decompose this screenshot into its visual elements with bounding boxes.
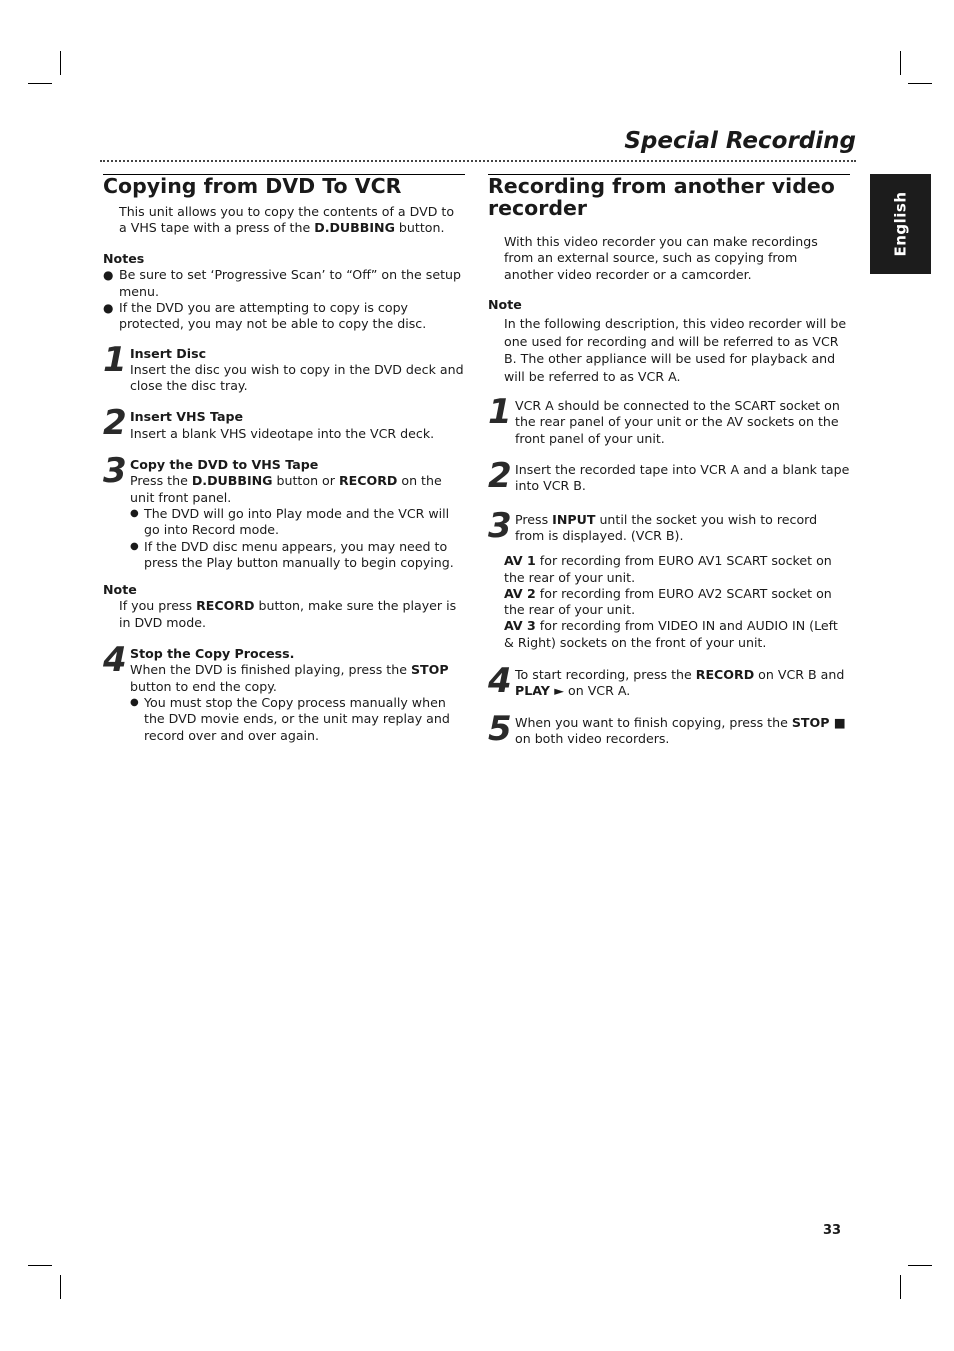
note-heading: Note [103,582,137,598]
bold-text: STOP [410,662,449,678]
note-text: In the following description, this video recorder will be one used for recording and will be referred to as VCR B. The other appliance will be used for playback and will be referred to as VCR A. [504,316,847,384]
header-dotted-rule [100,160,856,162]
step-number: 3 [103,451,127,492]
note-item: ● If the DVD you are attempting to copy is copy protected, you may not be able to copy the disc. [103,300,465,333]
step-title: Insert VHS Tape [130,409,244,425]
bullet-item: ● The DVD will go into Play mode and the VCR will go into Record mode. [130,506,465,539]
step-number: 4 [488,661,512,702]
bold-text: D.DUBBING [314,219,395,235]
step-finish-copying [488,708,850,749]
bold-text: RECORD [196,598,255,614]
step-number: 3 [488,505,512,546]
av-label: AV 3 [504,618,536,634]
text: on VCR A. [564,683,631,699]
av-option [504,586,850,619]
step-title: Insert Disc [130,345,207,361]
text: Press [515,511,553,527]
step-text: VCR A should be connected to the SCART socket on the rear panel of your unit or the AV sockets on the front panel of your unit. [515,398,840,446]
note-item: ● Be sure to set ‘Progressive Scan’ to “Off” on the setup menu. [103,267,465,300]
step-text [130,473,465,506]
step-insert-disc [103,339,465,395]
text: until the socket you wish to record from is displayed. (VCR B). [515,511,818,543]
page-number: 33 [823,1223,842,1238]
bold-text: PLAY ► [515,683,564,699]
note-heading: Note [488,296,522,312]
text: for recording from VIDEO IN and AUDIO IN (Left & Right) sockets on the front of your unit. [504,618,838,650]
section-title-recording-from-another-recorder: Recording from another video recorder [488,174,850,219]
crop-mark [900,51,901,75]
av-label: AV 2 [504,585,536,601]
text: button to end the copy. [130,678,277,694]
step3-bullets [130,506,465,571]
notes-heading: Notes [103,251,145,267]
notes-list [103,267,465,332]
page-header [100,128,856,164]
step4-bullets [130,695,465,744]
text: on VCR B and [754,667,845,683]
step-start-recording [488,661,850,702]
crop-mark [908,1265,932,1266]
step-copy-dvd-to-vhs [103,451,465,506]
crop-mark [908,83,932,84]
av-option [504,618,850,651]
crop-mark [28,1265,52,1266]
text: If you press [119,598,197,614]
step-text: Insert the disc you wish to copy in the DVD deck and close the disc tray. [130,361,464,394]
right-column [488,174,850,747]
section-title-copy-dvd-to-vcr: Copying from DVD To VCR [103,174,465,198]
step-number: 2 [488,456,512,497]
step-text [515,715,850,748]
bullet-item: ● If the DVD disc menu appears, you may need to press the Play button manually to begin copying. [130,539,465,572]
step-title: Copy the DVD to VHS Tape [130,457,319,473]
step-connect-vcr-a [488,392,850,447]
step-text [130,662,465,695]
language-tab [870,174,931,274]
left-column [103,174,465,744]
step-insert-tapes [488,456,850,497]
text: for recording from EURO AV1 SCART socket on the rear of your unit. [504,553,832,585]
step-number: 1 [103,339,127,380]
text: This unit allows you to copy the contents of a DVD to a VHS tape with a press of the [119,203,455,235]
bold-text: STOP ■ [791,714,846,730]
bold-text: INPUT [552,511,596,527]
av-options [488,553,850,651]
step-text: Insert the recorded tape into VCR A and a blank tape into VCR B. [515,462,850,494]
step-stop-copy [103,640,465,695]
step-title: Stop the Copy Process. [130,646,295,662]
crop-mark [28,83,52,84]
av-option [504,553,850,586]
text: button, make sure the player is in DVD mode. [119,598,457,630]
step-text [515,667,850,700]
text: button. [394,219,445,235]
intro-paragraph [119,204,465,237]
bold-text: RECORD [695,667,755,683]
step-press-input [488,505,850,546]
text: When you want to finish copying, press the [515,714,792,730]
bullet-item: ● You must stop the Copy process manually when the DVD movie ends, or the unit may replay and record over and over again. [130,695,465,744]
text: button or [272,473,339,489]
bold-text: RECORD [338,473,398,489]
step-insert-vhs-tape [103,403,465,444]
step-number: 5 [488,708,512,749]
text: on both video recorders. [515,730,670,746]
page-title: Special Recording [624,128,856,154]
text: on the unit front panel. [130,473,442,505]
text: for recording from EURO AV2 SCART socket on the rear of your unit. [504,585,832,618]
crop-mark [900,1275,901,1299]
bold-text: D.DUBBING [191,473,273,489]
crop-mark [60,51,61,75]
step-text: Insert a blank VHS videotape into the VCR deck. [130,425,435,441]
language-tab-label: English [891,191,910,257]
step-text [515,512,850,545]
text: To start recording, press the [515,667,696,683]
text: Press the [130,473,192,489]
step-number: 4 [103,640,127,681]
crop-mark [60,1275,61,1299]
av-label: AV 1 [504,553,536,569]
text: When the DVD is finished playing, press the [130,662,411,678]
note-text [119,598,465,631]
step-number: 2 [103,403,127,444]
intro-paragraph: With this video recorder you can make recordings from an external source, such as copying from another video recorder or a camcorder. [504,234,818,282]
step-number: 1 [488,392,512,433]
